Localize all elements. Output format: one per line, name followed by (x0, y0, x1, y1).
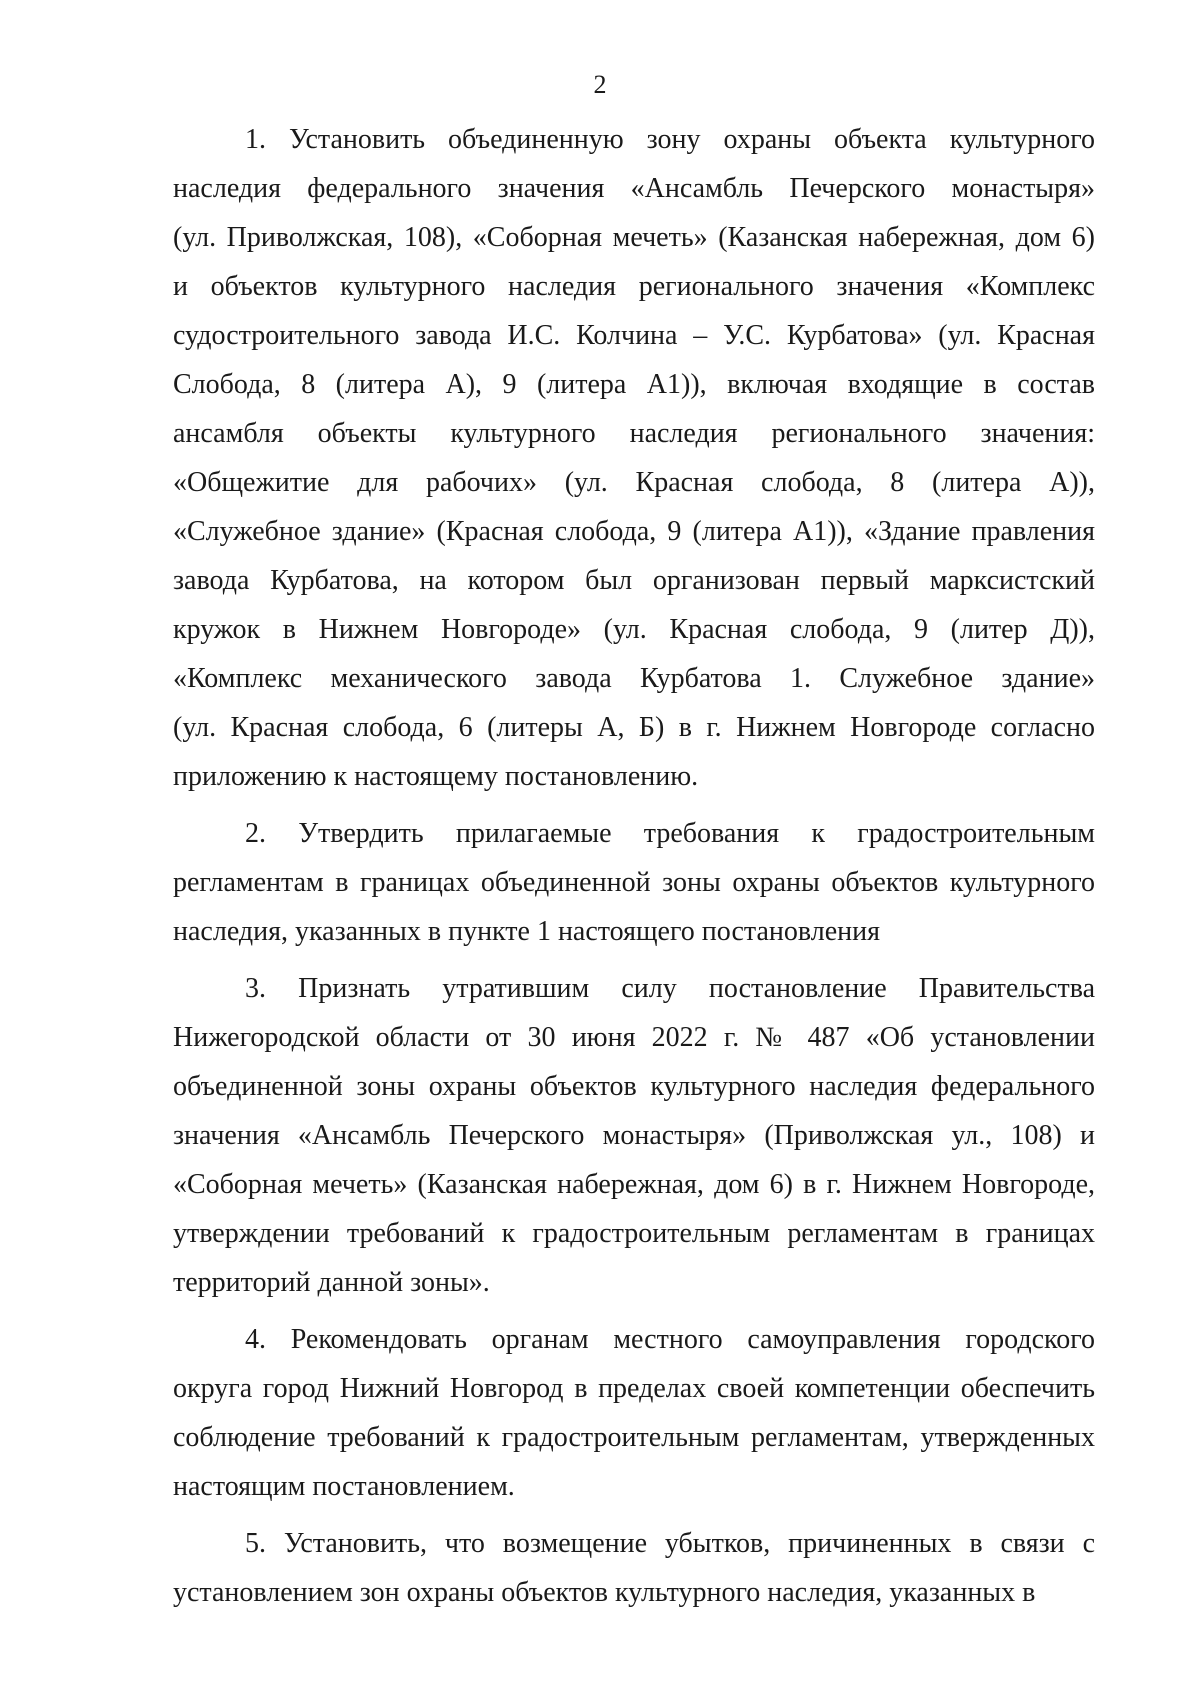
paragraph-3 (173, 964, 1095, 1307)
text-line: наследия, указанных в пункте 1 настоящего постановления (173, 916, 880, 947)
text-line: регламентам в границах объединенной зоны охраны объектов культурного (173, 867, 1095, 898)
text-line: 4. Рекомендовать органам местного самоуправления городского (245, 1324, 1095, 1355)
text-line: «Общежитие для рабочих» (ул. Красная слобода, 8 (литера А)), (173, 467, 1095, 498)
text-line: соблюдение требований к градостроительным регламентам, утвержденных (173, 1422, 1095, 1453)
text-line: Нижегородской области от 30 июня 2022 г. № 487 «Об установлении (173, 1022, 1095, 1053)
text-line: значения «Ансамбль Печерского монастыря» (Приволжская ул., 108) и (173, 1120, 1095, 1151)
paragraph-5 (173, 1519, 1095, 1617)
text-line: настоящим постановлением. (173, 1471, 515, 1502)
text-line: (ул. Красная слобода, 6 (литеры А, Б) в г. Нижнем Новгороде согласно (173, 712, 1095, 743)
text-line: 3. Признать утратившим силу постановление Правительства (245, 973, 1095, 1004)
text-line: установлением зон охраны объектов культурного наследия, указанных в (173, 1577, 1036, 1608)
paragraph-4 (173, 1315, 1095, 1511)
text-line: кружок в Нижнем Новгороде» (ул. Красная слобода, 9 (литер Д)), (173, 614, 1095, 645)
page-number: 2 (593, 70, 607, 99)
text-line: территорий данной зоны». (173, 1267, 490, 1298)
text-line: утверждении требований к градостроительным регламентам в границах (173, 1218, 1095, 1249)
text-line: и объектов культурного наследия регионального значения «Комплекс (173, 271, 1095, 302)
text-line: завода Курбатова, на котором был организован первый марксистский (173, 565, 1095, 596)
text-line: объединенной зоны охраны объектов культурного наследия федерального (173, 1071, 1095, 1102)
text-line: «Комплекс механического завода Курбатова 1. Служебное здание» (173, 663, 1095, 694)
text-line: округа город Нижний Новгород в пределах своей компетенции обеспечить (173, 1373, 1095, 1404)
document-body (173, 115, 1095, 1625)
paragraph-1 (173, 115, 1095, 801)
text-line: (ул. Приволжская, 108), «Соборная мечеть» (Казанская набережная, дом 6) (173, 222, 1095, 253)
text-line: наследия федерального значения «Ансамбль Печерского монастыря» (173, 173, 1095, 204)
text-line: ансамбля объекты культурного наследия регионального значения: (173, 418, 1095, 449)
text-line: «Служебное здание» (Красная слобода, 9 (литера А1)), «Здание правления (173, 516, 1095, 547)
text-line: 5. Установить, что возмещение убытков, причиненных в связи с (245, 1528, 1095, 1559)
text-line: Слобода, 8 (литера А), 9 (литера А1)), включая входящие в состав (173, 369, 1095, 400)
text-line: судостроительного завода И.С. Колчина – У.С. Курбатова» (ул. Красная (173, 320, 1095, 351)
text-line: 1. Установить объединенную зону охраны объекта культурного (245, 124, 1095, 155)
text-line: «Соборная мечеть» (Казанская набережная, дом 6) в г. Нижнем Новгороде, (173, 1169, 1095, 1200)
text-line: приложению к настоящему постановлению. (173, 761, 699, 792)
paragraph-2 (173, 809, 1095, 956)
text-line: 2. Утвердить прилагаемые требования к градостроительным (245, 818, 1095, 849)
